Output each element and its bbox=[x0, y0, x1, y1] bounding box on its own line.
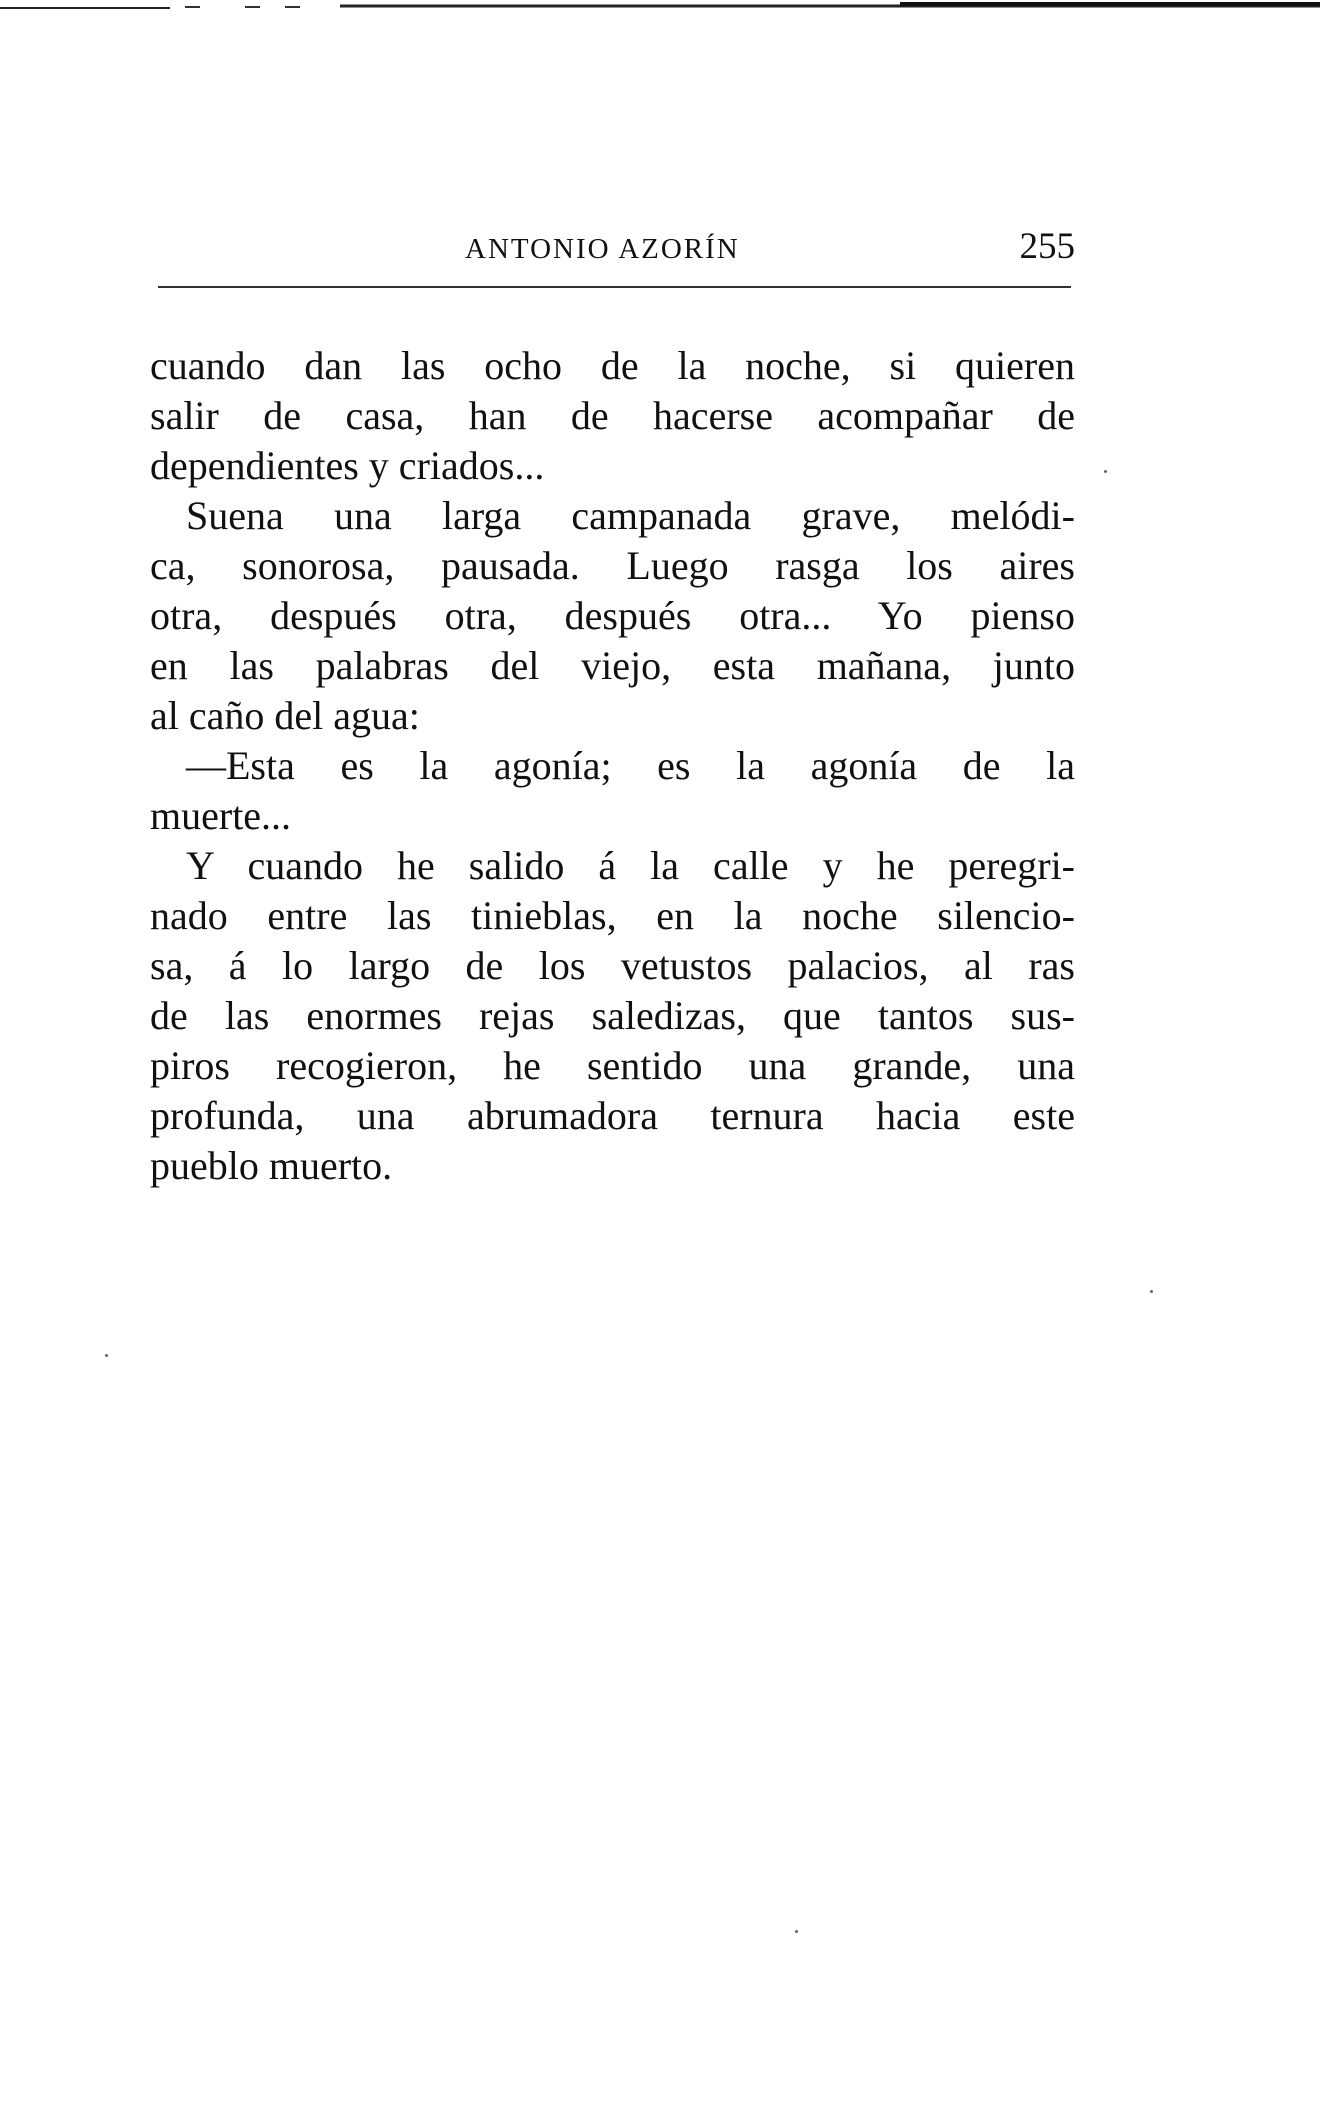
text-line: de las enormes rejas saledizas, que tantos sus- bbox=[150, 993, 1075, 1038]
text-line: dependientes y criados... bbox=[150, 443, 545, 488]
text-line: al caño del agua: bbox=[150, 693, 420, 738]
text-line: sa, á lo largo de los vetustos palacios, al ras bbox=[150, 943, 1075, 988]
text-line: salir de casa, han de hacerse acompañar de bbox=[150, 393, 1075, 438]
paper-speck bbox=[795, 1930, 798, 1933]
text-line: —Esta es la agonía; es la agonía de la bbox=[186, 743, 1075, 788]
text-line: profunda, una abrumadora ternura hacia este bbox=[150, 1093, 1075, 1138]
text-line: piros recogieron, he sentido una grande, una bbox=[150, 1043, 1075, 1088]
page-top-edge-rule bbox=[0, 2, 1320, 12]
paper-speck bbox=[1104, 470, 1107, 473]
text-line: otra, después otra, después otra... Yo pienso bbox=[150, 593, 1075, 638]
text-line: cuando dan las ocho de la noche, si quieren bbox=[150, 343, 1075, 388]
paper-speck bbox=[105, 1354, 108, 1357]
text-line: Y cuando he salido á la calle y he peregri- bbox=[186, 843, 1075, 888]
text-line: ca, sonorosa, pausada. Luego rasga los aires bbox=[150, 543, 1075, 588]
running-head-title: ANTONIO AZORÍN bbox=[465, 233, 740, 265]
running-head bbox=[150, 225, 1075, 275]
text-line: nado entre las tinieblas, en la noche silencio- bbox=[150, 893, 1075, 938]
page-number: 255 bbox=[1019, 226, 1075, 267]
body-text bbox=[150, 341, 1075, 1191]
text-line: Suena una larga campanada grave, melódi- bbox=[186, 493, 1075, 538]
text-line: muerte... bbox=[150, 793, 292, 838]
header-rule bbox=[158, 285, 1071, 289]
text-line: pueblo muerto. bbox=[150, 1143, 393, 1188]
text-line: en las palabras del viejo, esta mañana, junto bbox=[150, 643, 1075, 688]
paper-speck bbox=[1150, 1290, 1153, 1293]
